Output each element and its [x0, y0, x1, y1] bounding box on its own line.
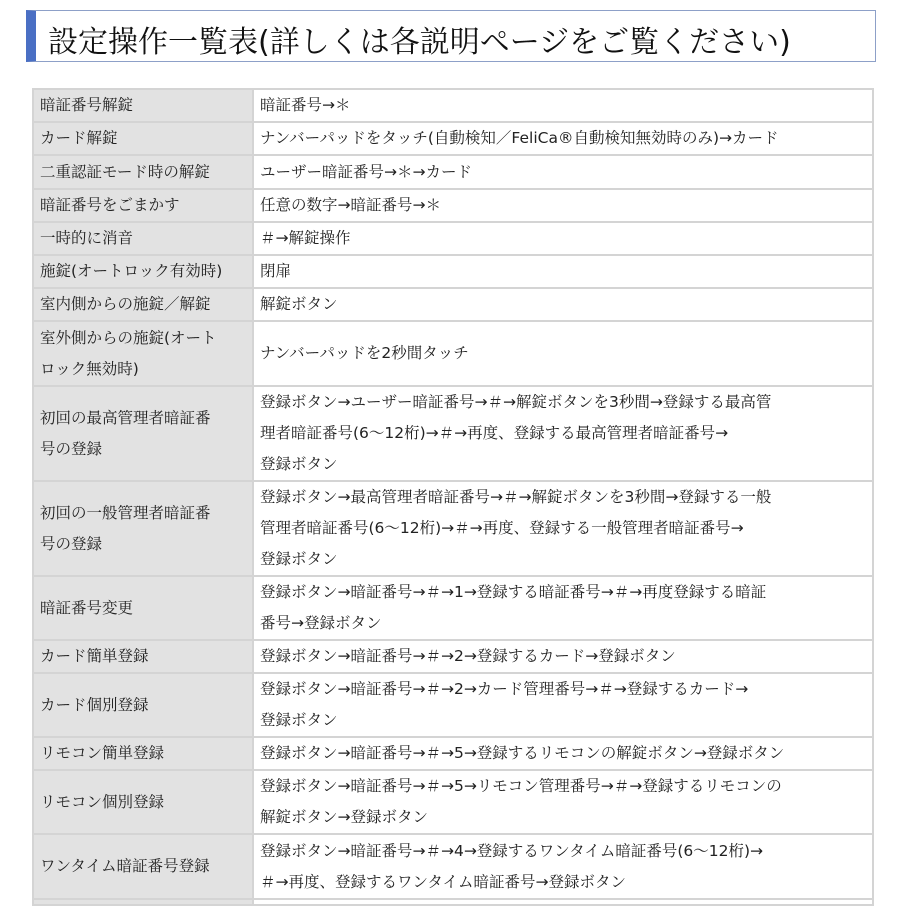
operation-name: カード簡単登録 [33, 640, 253, 673]
operation-name: カード個別登録 [33, 673, 253, 737]
operation-name: 初回の最高管理者暗証番 号の登録 [33, 386, 253, 481]
settings-operation-table [32, 88, 874, 906]
table-row [33, 155, 873, 189]
operation-steps: ナンバーパッドを2秒間タッチ [253, 321, 873, 386]
operation-steps: 登録ボタン→暗証番号→＃→2→登録するカード→登録ボタン [253, 640, 873, 673]
operation-steps: 閉扉 [253, 255, 873, 288]
operation-steps: 登録ボタン→ユーザー暗証番号→＃→解錠ボタンを3秒間→登録する最高管 理者暗証番号(6～12桁)→＃→再度、登録する最高管理者暗証番号→ 登録ボタン [253, 386, 873, 481]
table-row [33, 481, 873, 576]
operation-steps: 登録ボタン→暗証番号→＃→2→カード管理番号→＃→登録するカード→ 登録ボタン [253, 673, 873, 737]
table-row [33, 770, 873, 834]
operation-steps: ユーザー暗証番号→＊→カード [253, 155, 873, 189]
table-row [33, 640, 873, 673]
table-row [33, 89, 873, 122]
table-row [33, 189, 873, 222]
operation-steps: 任意の数字→暗証番号→＊ [253, 189, 873, 222]
operation-steps: 登録ボタン→暗証番号→＃→4→登録するワンタイム暗証番号(6～12桁)→ ＃→再度、登録するワンタイム暗証番号→登録ボタン [253, 834, 873, 899]
page-title: 設定操作一覧表(詳しくは各説明ページをご覧ください) [48, 25, 791, 60]
table-row [33, 321, 873, 386]
operation-steps: 登録ボタン→暗証番号→＃→5→リモコン管理番号→＃→登録するリモコンの 解錠ボタン→登録ボタン [253, 770, 873, 834]
operation-name: 二重認証モード時の解錠 [33, 155, 253, 189]
table-row [33, 576, 873, 640]
page-title-box [26, 10, 876, 62]
operation-name: 一時的に消音 [33, 222, 253, 255]
operation-name: カード解錠 [33, 122, 253, 155]
operation-name: リモコン個別登録 [33, 770, 253, 834]
operation-name: 室内側からの施錠／解錠 [33, 288, 253, 321]
operation-name: 暗証番号変更 [33, 576, 253, 640]
operation-name: 暗証番号解錠 [33, 89, 253, 122]
operation-steps: ＃→解錠操作 [253, 222, 873, 255]
table-row [33, 737, 873, 770]
operation-steps: 暗証番号→＊ [253, 89, 873, 122]
operation-steps: 解錠ボタン [253, 288, 873, 321]
operation-name: 初回の一般管理者暗証番 号の登録 [33, 481, 253, 576]
operation-name: 室外側からの施錠(オート ロック無効時) [33, 321, 253, 386]
operation-name: 施錠(オートロック有効時) [33, 255, 253, 288]
operation-steps: 登録ボタン→暗証番号→＃→5→登録するリモコンの解錠ボタン→登録ボタン [253, 737, 873, 770]
table-row [33, 834, 873, 899]
table-row [33, 255, 873, 288]
operation-steps: 登録ボタン→暗証番号→＃→1→登録する暗証番号→＃→再度登録する暗証 番号→登録ボタン [253, 576, 873, 640]
operation-steps: ナンバーパッドをタッチ(自動検知／FeliCa®自動検知無効時のみ)→カード [253, 122, 873, 155]
operation-steps: 登録ボタン→最高管理者暗証番号→＃→解錠ボタンを3秒間→登録する一般 管理者暗証番号(6～12桁)→＃→再度、登録する一般管理者暗証番号→ 登録ボタン [253, 481, 873, 576]
table-row [33, 222, 873, 255]
operation-name: リモコン簡単登録 [33, 737, 253, 770]
operation-name: 暗証番号をごまかす [33, 189, 253, 222]
table-row [33, 673, 873, 737]
table-row [33, 288, 873, 321]
table-row [33, 122, 873, 155]
operation-name: ワンタイム暗証番号登録 [33, 834, 253, 899]
table-row [33, 386, 873, 481]
